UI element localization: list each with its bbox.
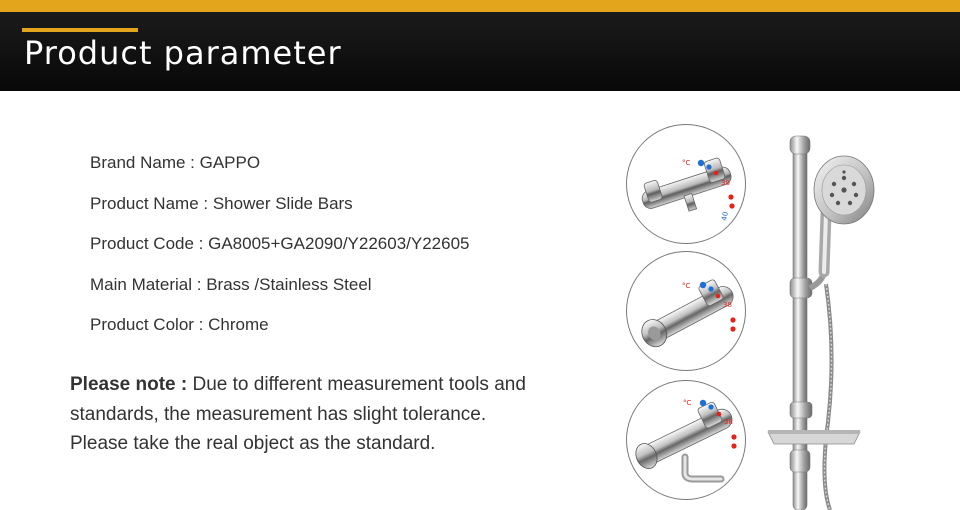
param-label: Product Color (90, 315, 194, 334)
param-value: GAPPO (199, 153, 261, 172)
top-accent-stripe (0, 0, 960, 12)
param-main-material: Main Material : Brass /Stainless Steel (90, 274, 372, 294)
page-title: Product parameter (24, 34, 342, 72)
dial-unit: °C (682, 159, 691, 167)
param-brand-name: Brand Name : GAPPO (90, 153, 261, 172)
param-value: Brass /Stainless Steel (206, 274, 372, 294)
param-product-name: Product Name : Shower Slide Bars (90, 193, 353, 213)
param-product-code: Product Code : GA8005+GA2090/Y22603/Y22605 (90, 234, 470, 253)
note-line-1: Due to different measurement tools and (187, 374, 526, 395)
param-label: Brand Name (90, 153, 186, 172)
param-label: Main Material (90, 274, 193, 294)
param-value: Chrome (208, 315, 269, 334)
param-label: Product Code (90, 234, 194, 253)
svg-text:°C: °C (683, 399, 692, 407)
title-accent-bar (22, 28, 138, 32)
param-value: Shower Slide Bars (212, 193, 353, 213)
param-label: Product Name (90, 193, 199, 213)
note-line-2: standards, the measurement has slight tolerance. (70, 403, 487, 425)
svg-text:38: 38 (723, 301, 732, 309)
param-value: GA8005+GA2090/Y22603/Y22605 (208, 234, 470, 253)
note-line-3: Please take the real object as the standard. (70, 433, 436, 454)
header-banner (0, 12, 960, 91)
dial-side-mark: 40 (720, 211, 730, 222)
svg-text:°C: °C (682, 282, 691, 290)
mixer-angle-image (627, 252, 745, 370)
bath-mixer-image (627, 381, 745, 499)
note-label: Please note : (70, 374, 188, 395)
shower-slide-bar-image (760, 132, 960, 510)
mixer-detail-circle-3 (626, 380, 746, 500)
thermostatic-mixer-image (627, 125, 745, 243)
mixer-detail-circle-2 (626, 251, 746, 371)
measurement-note (70, 370, 590, 459)
mixer-detail-circle-1 (626, 124, 746, 244)
dial-mark: 38 (721, 179, 730, 187)
param-product-color: Product Color : Chrome (90, 315, 269, 334)
parameter-list (90, 153, 469, 356)
svg-text:38: 38 (724, 418, 733, 426)
